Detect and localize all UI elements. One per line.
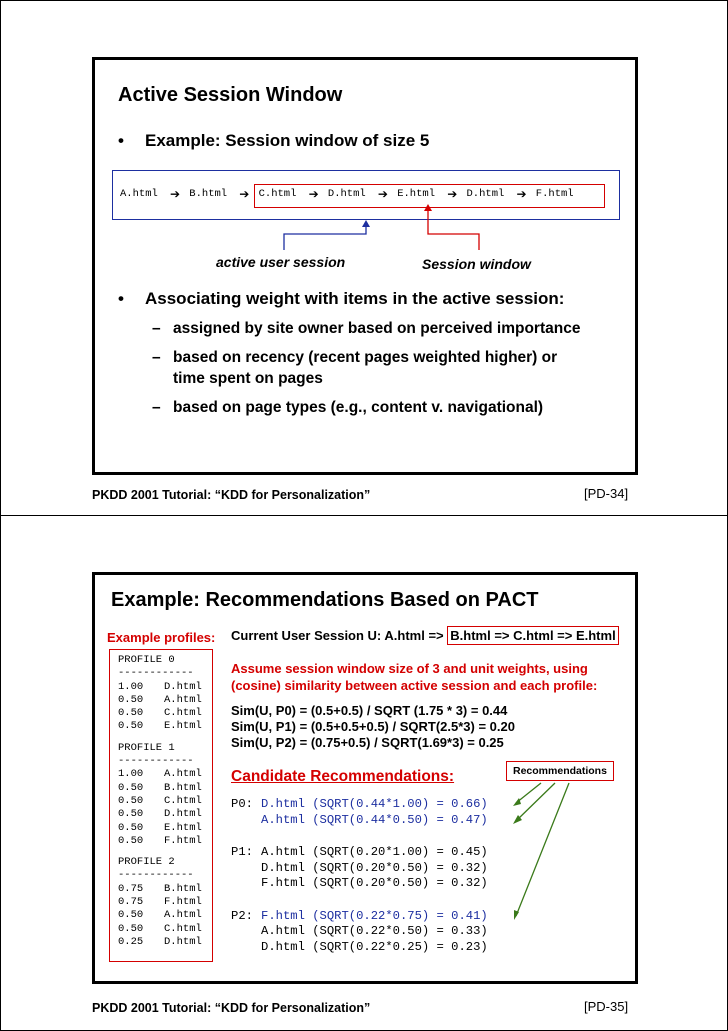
candidate-text: A.html (SQRT(0.22*0.50) = 0.33)	[261, 924, 488, 938]
slide1-title: Active Session Window	[118, 84, 343, 106]
profile-page: B.html	[164, 882, 202, 895]
profile-separator: ------------	[118, 667, 194, 680]
bullet-marker: •	[118, 289, 124, 308]
slide2-footer: PKDD 2001 Tutorial: “KDD for Personalization”	[92, 1001, 371, 1015]
similarity-line: Sim(U, P2) = (0.75+0.5) / SQRT(1.69*3) = 0.25	[231, 735, 504, 750]
profile-weight: 0.50	[118, 834, 144, 847]
candidate-heading: Candidate Recommendations:	[231, 768, 455, 785]
profile-page: C.html	[164, 922, 202, 935]
profile-weight: 0.50	[118, 720, 144, 733]
sequence-page: D.html	[327, 188, 366, 200]
profile-weight: 0.50	[118, 909, 144, 922]
assume-text-line2: (cosine) similarity between active session and each profile:	[231, 678, 598, 693]
profile-name: PROFILE 2	[118, 856, 175, 869]
profile-name: PROFILE 1	[118, 741, 175, 754]
profile-prefix: P0:	[231, 797, 253, 811]
arrow-icon: ➔	[308, 187, 319, 201]
profile-page: C.html	[164, 794, 202, 807]
profile-page: D.html	[164, 808, 202, 821]
current-session-prefix: Current User Session U: A.html =>	[231, 628, 444, 643]
recommendations-label: Recommendations	[506, 761, 614, 781]
sequence-page: D.html	[466, 188, 505, 200]
profile-page: F.html	[164, 896, 202, 909]
dash-marker: –	[152, 320, 161, 337]
window-pointers	[0, 0, 728, 515]
profile-name: PROFILE 0	[118, 654, 175, 666]
assume-text-line1: Assume session window size of 3 and unit weights, using	[231, 661, 588, 676]
arrow-icon: ➔	[377, 187, 388, 201]
profile-weight: 1.00	[118, 768, 144, 781]
arrow-icon: ➔	[170, 187, 181, 201]
slide1-bullet-1: Example: Session window of size 5	[145, 131, 430, 150]
profile-weight: 0.75	[118, 882, 144, 895]
slide1-bullet-2: Associating weight with items in the active session:	[145, 289, 565, 308]
profile-page: E.html	[164, 720, 202, 733]
sequence-page: F.html	[535, 188, 574, 200]
profile-separator: ------------	[118, 869, 194, 882]
candidate-text: D.html (SQRT(0.20*0.50) = 0.32)	[261, 860, 488, 875]
profile-page: F.html	[164, 834, 202, 847]
bullet-marker: •	[118, 131, 124, 150]
slide1-sub-2-line2: time spent on pages	[173, 370, 323, 387]
candidate-text: A.html (SQRT(0.20*1.00) = 0.45)	[261, 845, 488, 859]
profile-weight: 0.50	[118, 922, 144, 935]
profile-weight: 1.00	[118, 680, 144, 693]
profile-weight: 0.50	[118, 821, 144, 834]
current-session-window: B.html => C.html => E.html	[447, 626, 618, 645]
slide1-sub-2-line1: based on recency (recent pages weighted higher) or	[173, 349, 558, 366]
arrow-icon: ➔	[239, 187, 250, 201]
profile-page: C.html	[164, 707, 202, 720]
profile-page: A.html	[164, 909, 202, 922]
profile-weight: 0.50	[118, 707, 144, 720]
profile-weight: 0.25	[118, 935, 144, 948]
candidate-text: A.html (SQRT(0.44*0.50) = 0.47)	[261, 812, 488, 827]
label-active-user-session: active user session	[216, 254, 346, 270]
profile-page: D.html	[164, 680, 202, 693]
example-profiles-label: Example profiles:	[107, 630, 216, 645]
profile-page: B.html	[164, 781, 202, 794]
slide1-page-number: [PD-34]	[584, 486, 629, 501]
profile-weight: 0.50	[118, 808, 144, 821]
profile-separator: ------------	[118, 755, 194, 768]
arrow-icon: ➔	[447, 187, 458, 201]
candidate-text: D.html (SQRT(0.44*1.00) = 0.66)	[261, 797, 488, 811]
candidate-text: D.html (SQRT(0.22*0.25) = 0.23)	[261, 939, 488, 954]
page-divider	[0, 515, 728, 516]
arrow-icon: ➔	[516, 187, 527, 201]
slide1-sub-3: based on page types (e.g., content v. navigational)	[173, 399, 544, 416]
sequence-page: B.html	[189, 188, 228, 200]
candidate-text: F.html (SQRT(0.20*0.50) = 0.32)	[261, 876, 488, 890]
dash-marker: –	[152, 349, 161, 366]
profile-weight: 0.50	[118, 794, 144, 807]
recommendation-arrows	[0, 520, 728, 1000]
label-session-window: Session window	[422, 256, 531, 272]
slide2-title: Example: Recommendations Based on PACT	[111, 589, 539, 611]
profile-weight: 0.50	[118, 693, 144, 706]
sequence-page: C.html	[258, 188, 297, 200]
candidate-text: F.html (SQRT(0.22*0.75) = 0.41)	[261, 908, 488, 923]
similarity-line: Sim(U, P1) = (0.5+0.5+0.5) / SQRT(2.5*3) = 0.20	[231, 719, 515, 734]
slide2-page-number: [PD-35]	[584, 999, 629, 1014]
profile-prefix: P1:	[231, 845, 253, 859]
profile-page: A.html	[164, 768, 202, 781]
dash-marker: –	[152, 399, 161, 416]
profile-weight: 0.75	[118, 896, 144, 909]
slide1-sub-1: assigned by site owner based on perceived importance	[173, 320, 581, 337]
profile-page: E.html	[164, 821, 202, 834]
similarity-line: Sim(U, P0) = (0.5+0.5) / SQRT (1.75 * 3) = 0.44	[231, 703, 508, 718]
profile-page: A.html	[164, 693, 202, 706]
sequence-page: E.html	[397, 188, 435, 200]
profile-weight: 0.50	[118, 781, 144, 794]
sequence-page: A.html	[120, 188, 158, 200]
profile-page: D.html	[164, 935, 202, 948]
profile-prefix: P2:	[231, 908, 253, 923]
slide1-footer: PKDD 2001 Tutorial: “KDD for Personalization”	[92, 488, 371, 502]
